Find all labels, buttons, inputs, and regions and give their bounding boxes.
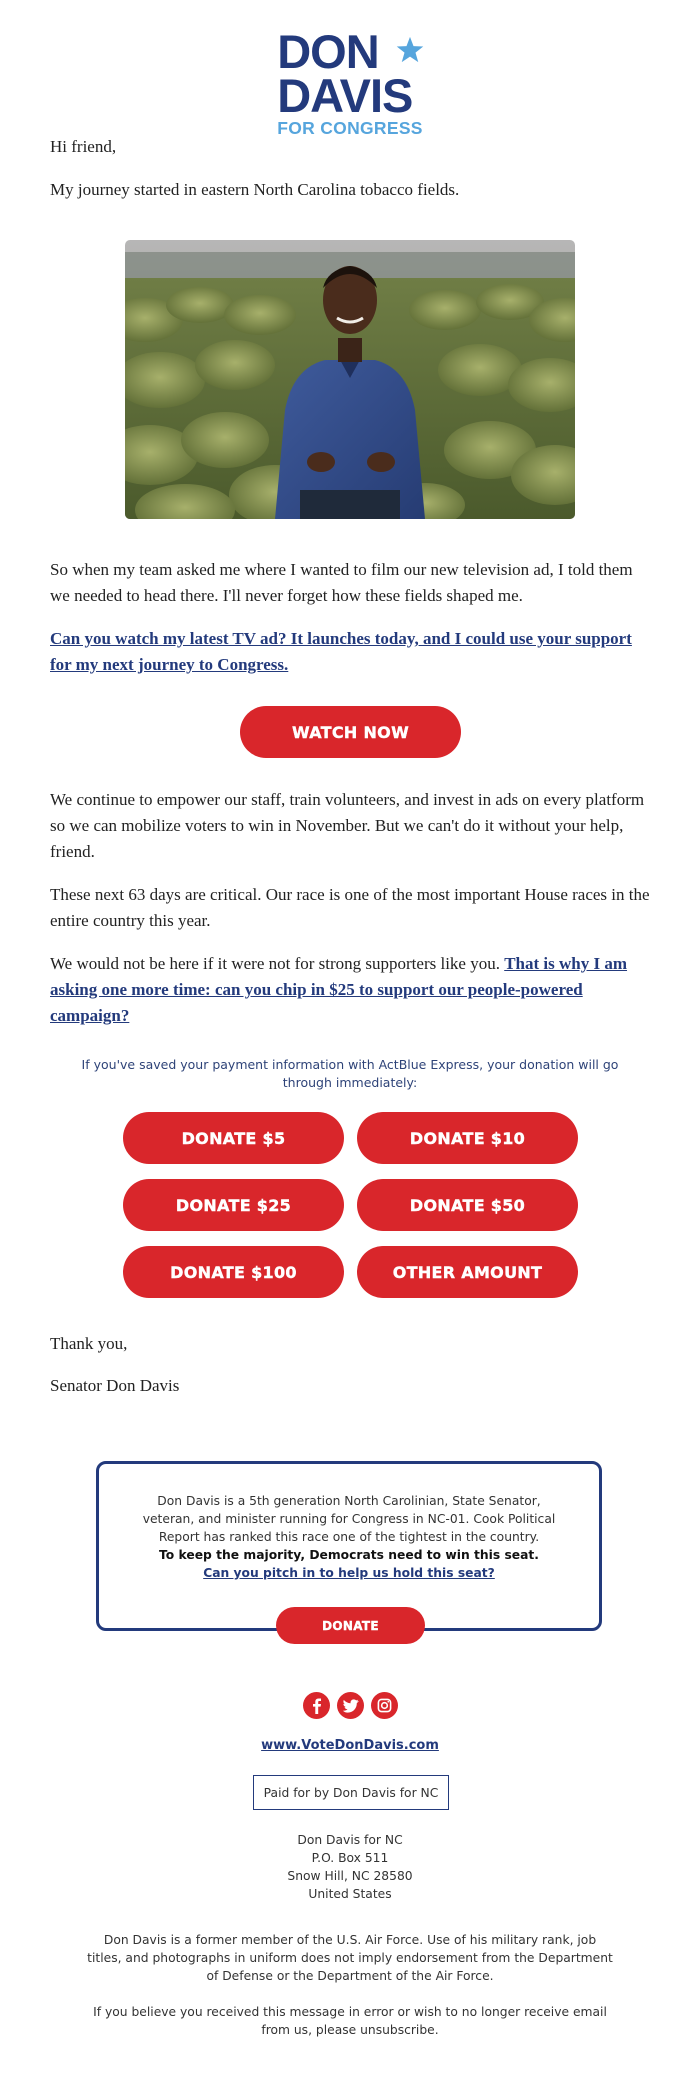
footer-bio — [139, 1492, 559, 1582]
candidate-in-tobacco-field-image — [125, 240, 575, 519]
logo-line-davis: DAVIS — [277, 68, 413, 122]
actblue-note: If you've saved your payment information with ActBlue Express, your donation will go through immediately: — [81, 1057, 619, 1090]
donate-100-button[interactable]: DONATE $100 — [123, 1246, 344, 1298]
paid-for-by-box: Paid for by Don Davis for NC — [253, 1775, 449, 1810]
address-line: P.O. Box 511 — [311, 1851, 389, 1865]
donate-10-button[interactable]: DONATE $10 — [357, 1112, 578, 1164]
supporters-paragraph — [50, 951, 650, 1029]
logo-line-for-congress: FOR CONGRESS — [277, 118, 423, 139]
address-line: Don Davis for NC — [297, 1833, 403, 1847]
footer-bio-bold: To keep the majority, Democrats need to win this seat. — [159, 1548, 539, 1562]
website-link[interactable]: www.VoteDonDavis.com — [261, 1738, 439, 1753]
footer-donate-button[interactable]: DONATE — [276, 1607, 425, 1644]
sign-off-thanks: Thank you, — [50, 1334, 128, 1353]
military-disclaimer: Don Davis is a former member of the U.S. Air Force. Use of his military rank, job titles, and photographs in uniform does not imply endorsement from the Department of Defense or the Department of the Air Force. — [87, 1933, 613, 1983]
footer-bio-text: Don Davis is a 5th generation North Carolinian, State Senator, veteran, and minister running for Congress in NC-01. Cook Political Report has ranked this race one of the tightest in the country. — [142, 1494, 556, 1544]
empower-paragraph: We continue to empower our staff, train volunteers, and invest in ads on every platform so we can mobilize voters to win in November. But we can't do it without your help, friend. — [50, 790, 645, 861]
donate-5-button[interactable]: DONATE $5 — [123, 1112, 344, 1164]
hold-seat-link[interactable]: Can you pitch in to help us hold this seat? — [203, 1566, 495, 1580]
donate-50-button[interactable]: DONATE $50 — [357, 1179, 578, 1231]
supporters-text: We would not be here if it were not for strong supporters like you. — [50, 954, 500, 973]
intro-paragraph: My journey started in eastern North Carolina tobacco fields. — [50, 180, 460, 199]
sign-off-name: Senator Don Davis — [50, 1376, 180, 1395]
ad-paragraph: So when my team asked me where I wanted to film our new television ad, I told them we needed to head there. I'll never forget how these fields shaped me. — [50, 560, 633, 605]
mailing-address — [0, 1831, 700, 1903]
logo-line-don: DON — [277, 25, 379, 78]
hero-video-thumbnail[interactable] — [125, 240, 575, 519]
watch-now-button[interactable]: WATCH NOW — [240, 706, 461, 758]
donate-25-button[interactable]: DONATE $25 — [123, 1179, 344, 1231]
watch-ad-paragraph — [50, 626, 650, 678]
facebook-icon[interactable] — [303, 1692, 330, 1719]
address-line: Snow Hill, NC 28580 — [287, 1869, 413, 1883]
unsubscribe-note: If you believe you received this message in error or wish to no longer receive email from us, please unsubscribe. — [93, 2005, 607, 2037]
donate-other-amount-button[interactable]: OTHER AMOUNT — [357, 1246, 578, 1298]
campaign-logo — [0, 25, 700, 139]
footer-appeal-box — [96, 1461, 602, 1631]
greeting: Hi friend, — [50, 137, 117, 156]
twitter-icon[interactable] — [337, 1692, 364, 1719]
address-line: United States — [308, 1887, 392, 1901]
watch-ad-link[interactable]: Can you watch my latest TV ad? It launches today, and I could use your support for my next journey to Congress. — [50, 629, 632, 674]
star-icon — [395, 35, 425, 65]
instagram-icon[interactable] — [371, 1692, 398, 1719]
critical-paragraph: These next 63 days are critical. Our race is one of the most important House races in the entire country this year. — [50, 885, 650, 930]
chip-in-link[interactable]: That is why I am asking one more time: can you chip in $25 to support our people-powered campaign? — [50, 954, 628, 1025]
